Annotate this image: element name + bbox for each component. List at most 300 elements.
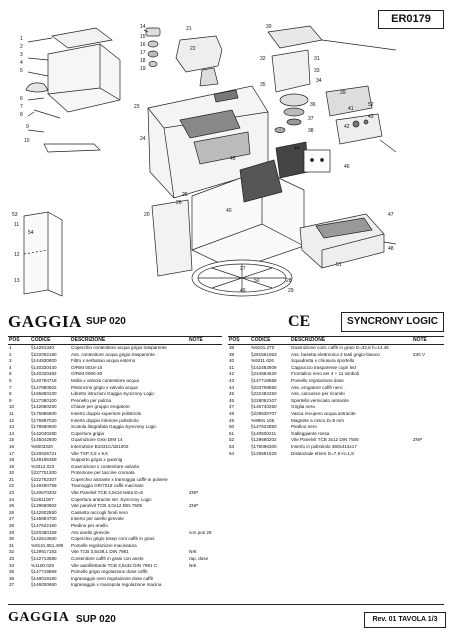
callout-number: 24 — [140, 136, 146, 142]
cell-code: §222762307 — [31, 476, 57, 482]
cell-pos: 26 — [9, 509, 15, 515]
cell-desc: Coperchio grigio tosep cont caffè in grani — [71, 536, 155, 542]
callout-number: 6 — [20, 96, 23, 102]
cell-note: NIK — [189, 549, 197, 555]
cell-pos: 6 — [9, 377, 12, 383]
parts-row — [8, 451, 222, 458]
cell-code: §142040280 — [31, 430, 57, 436]
cell-code: §147880502 — [31, 384, 57, 390]
parts-row — [8, 576, 222, 583]
cell-note — [188, 543, 222, 550]
cell-desc: Pennello per pulizia — [71, 397, 112, 403]
cell-pos: 18 — [9, 457, 15, 463]
cell-desc: Pomello grigio regolazione dose caffè — [71, 569, 148, 575]
cell-code: §120784718 — [31, 377, 57, 383]
cell-desc: Interruttore B1031C/1B1003 — [71, 443, 129, 449]
cell-pos: 10 — [9, 404, 15, 410]
cell-code: §145740250 — [251, 404, 277, 410]
cell-note — [188, 569, 222, 576]
revision-sheet-box: Rev. 01 TAVOLA 1/3 — [364, 612, 446, 628]
parts-row — [8, 510, 222, 517]
cell-pos: 34 — [9, 562, 15, 568]
callout-number: 27 — [240, 266, 246, 272]
cell-pos: 1 — [9, 345, 12, 350]
cell-code: §125591620 — [251, 450, 277, 456]
cell-code: §142613660 — [31, 536, 57, 542]
parts-row — [8, 516, 222, 523]
parts-row — [228, 365, 444, 372]
cell-pos: 21 — [9, 476, 15, 482]
cell-pos: 11 — [9, 410, 14, 416]
callout-number: 22 — [190, 46, 196, 52]
callout-number: 2 — [20, 44, 23, 50]
cell-note — [188, 398, 222, 405]
callout-number: 4 — [20, 60, 23, 66]
cell-desc: Molla x valvola contenitore acqua — [71, 377, 139, 383]
cell-code: %9991.105 — [251, 417, 275, 423]
cell-note: ZNP — [413, 437, 423, 443]
cell-code: §175887020 — [31, 417, 57, 423]
cell-code: §22811007 — [31, 496, 54, 502]
parts-row — [228, 378, 444, 385]
cell-desc: Chiave per gruppo erogatore — [71, 404, 130, 410]
parts-row — [8, 398, 222, 405]
parts-row — [8, 457, 222, 464]
cell-desc: Pistoncino grigio x valvola acqua — [71, 384, 138, 390]
callout-number: 12 — [14, 252, 20, 258]
cell-desc: Coperchio antrante x tramoggia caffè in polvere — [71, 476, 168, 482]
cell-note: 230 V — [413, 351, 426, 357]
cell-code: %9141.051.499 — [31, 542, 64, 548]
parts-row — [228, 352, 444, 359]
callout-number: 9 — [26, 124, 29, 130]
parts-row — [8, 483, 222, 490]
cell-note — [412, 451, 444, 458]
cell-desc: Pomello regolazione macinatura — [71, 542, 137, 548]
parts-row — [8, 431, 222, 438]
parts-row — [228, 437, 444, 444]
cell-desc: Vite TCB 3,5x38,1 DIN 7981 — [71, 549, 129, 555]
cell-desc: Supporto grigio x guarnig — [71, 457, 123, 463]
cell-code: §228062107 — [251, 397, 277, 403]
cell-desc: Contenitore caffè in grani con anelo — [71, 556, 144, 561]
cell-code: §144930800 — [31, 358, 57, 364]
title-bar — [8, 311, 444, 333]
cell-desc: Coperchio contenitore acqua grigio trasparente — [71, 345, 167, 350]
cell-note — [188, 352, 222, 359]
cell-note: ZNP — [189, 490, 199, 496]
cell-pos: 46 — [229, 397, 235, 403]
cell-note — [188, 464, 222, 471]
cell-note — [412, 378, 444, 385]
cell-code: %6003320 — [31, 443, 53, 449]
cell-code: §147718558 — [251, 377, 277, 383]
cell-code: §142713680 — [31, 556, 57, 561]
callout-number: 49 — [240, 288, 246, 294]
cell-pos: 40 — [229, 358, 235, 364]
parts-row — [228, 451, 444, 458]
parts-row — [8, 470, 222, 477]
cell-pos: 8 — [9, 391, 12, 397]
cell-note — [188, 451, 222, 458]
cell-code: §149185359 — [31, 457, 57, 463]
cell-note — [188, 510, 222, 517]
cell-pos: 29 — [9, 529, 15, 535]
parts-row — [8, 418, 222, 425]
callout-number: 5 — [20, 68, 23, 74]
cell-code: §142860250 — [31, 404, 57, 410]
parts-row — [8, 530, 222, 537]
parts-row — [8, 365, 222, 372]
header-descrizione: DESCRIZIONE — [70, 337, 188, 345]
cell-code: §223708550 — [251, 384, 277, 390]
parts-row — [8, 437, 222, 444]
cell-pos: 42 — [229, 371, 235, 377]
cell-desc: Scatola litografata Gaggia Syncrony Logic — [71, 424, 157, 430]
parts-row — [8, 549, 222, 556]
parts-row — [8, 497, 222, 504]
cell-note — [188, 391, 222, 398]
cell-note: rap. dose — [189, 556, 209, 561]
parts-row — [8, 563, 222, 570]
parts-row — [228, 418, 444, 425]
callout-number: 37 — [308, 116, 314, 122]
callout-number: 35 — [260, 82, 266, 88]
cell-desc: Squadretta x chiusura sportello — [291, 358, 355, 364]
cell-desc: Vasca recupero acqua antracite — [291, 410, 356, 416]
callout-number: 47 — [388, 212, 394, 218]
callout-number: 54 — [28, 230, 34, 236]
cell-desc: Vite autofilettante TCB 3,5x32 DIN 7981 C — [71, 562, 158, 568]
cell-desc: Guarnizione x contenitore valvola — [71, 463, 139, 469]
callout-number: 48 — [388, 246, 394, 252]
cell-pos: 3 — [9, 358, 12, 364]
parts-row — [228, 385, 444, 392]
cell-desc: Sportello verniciato antracite — [291, 397, 349, 403]
cell-note — [188, 411, 222, 418]
parts-row — [8, 523, 222, 530]
parts-row — [8, 358, 222, 365]
model-code: SUP 020 — [86, 316, 126, 327]
cell-note: con pos 28 — [189, 529, 212, 535]
cell-pos: 32 — [9, 549, 15, 555]
exploded-view-drawing — [4, 20, 450, 310]
parts-row — [228, 424, 444, 431]
cell-pos: 49 — [229, 417, 235, 423]
cell-note — [188, 437, 222, 444]
cell-desc: O/RiM 0019-10 — [71, 364, 103, 370]
cell-code: §149019180 — [31, 575, 57, 581]
cell-pos: 28 — [9, 523, 15, 529]
parts-row — [8, 503, 222, 510]
parts-row — [8, 391, 222, 398]
cell-pos: 37 — [9, 582, 15, 588]
cell-pos: 12 — [9, 417, 15, 423]
cell-desc: Vite TSP 3,5 x 9,5 — [71, 450, 108, 456]
cell-pos: 24 — [9, 496, 15, 502]
cell-desc: Copertura grigia — [71, 430, 104, 436]
cell-desc: Inserto doppio inferiore polistirolo — [71, 417, 139, 423]
header-pos: POS — [8, 337, 30, 345]
cell-code: §175886600 — [31, 410, 57, 416]
cell-pos: 15 — [9, 437, 15, 443]
cell-code: §129660202 — [251, 437, 277, 443]
cell-desc: Ass. basetta elettronica 3 tasti grigio-bianco — [291, 351, 380, 357]
cell-code: §142802550 — [31, 509, 57, 515]
cell-pos: 27 — [9, 516, 15, 522]
cell-code: §222482250 — [251, 391, 277, 397]
cell-note — [412, 398, 444, 405]
cell-desc: Pomello regolazione dose — [291, 377, 344, 383]
cell-pos: 52 — [229, 437, 235, 443]
cell-note — [412, 418, 444, 425]
parts-row — [8, 385, 222, 392]
ce-mark: CE — [288, 313, 311, 330]
cell-pos: 19 — [9, 463, 15, 469]
cell-code: §147622150 — [31, 523, 57, 529]
callout-number: 36 — [310, 102, 316, 108]
cell-desc: Inserto per anello girevole — [71, 516, 124, 522]
callout-number: 32 — [260, 56, 266, 62]
cell-desc: Inserto in polistirolo 380x413x17 — [291, 443, 357, 449]
header-note: NOTE — [412, 337, 444, 345]
cell-desc: Tramoggia GR/7018 caffè macinato — [71, 483, 144, 489]
cell-pos: 36 — [9, 575, 15, 581]
cell-desc: O/RiM 0080-30 — [71, 371, 103, 377]
parts-table-right — [228, 336, 444, 457]
cell-pos: 47 — [229, 404, 235, 410]
cell-pos: 4 — [9, 364, 12, 370]
parts-row — [8, 411, 222, 418]
cell-note — [412, 411, 444, 418]
header-note: NOTE — [188, 337, 222, 345]
header-codice: CODICE — [30, 337, 70, 345]
cell-note — [188, 404, 222, 411]
callout-number: 39 — [340, 90, 346, 96]
footer — [8, 604, 444, 628]
callout-number: 15 — [140, 34, 146, 40]
cell-desc: Cappuccio trasparente copri led — [291, 364, 356, 370]
cell-code: §165850100 — [31, 391, 57, 397]
cell-note — [412, 444, 444, 451]
cell-pos: 48 — [229, 410, 235, 416]
cell-desc: Vite Panelvit TCB 3,5x16 testa D=8 — [71, 490, 143, 496]
cell-code: §140320482 — [31, 371, 57, 377]
cell-pos: 43 — [229, 377, 235, 383]
callout-number: 10 — [24, 138, 30, 144]
cell-pos: 9 — [9, 397, 12, 403]
cell-code: §149260759 — [31, 483, 57, 489]
cell-code: %3312.022 — [31, 463, 55, 469]
cell-desc: Guarnizione cont. caffè in grani D=32,8 h=14,45 — [291, 345, 389, 350]
cell-note — [188, 418, 222, 425]
callout-number: 52 — [368, 102, 374, 108]
callout-number: 26 — [176, 200, 182, 206]
cell-desc: Griglia nera — [291, 404, 315, 410]
callout-number: 23 — [134, 104, 140, 110]
parts-row — [228, 444, 444, 451]
parts-row — [228, 345, 444, 352]
callout-number: 30 — [266, 24, 272, 30]
cell-pos: 22 — [9, 483, 15, 489]
cell-note — [412, 391, 444, 398]
cell-code: §175096300 — [251, 443, 277, 449]
cell-desc: Distanziale ettore D=7,5 H=1,8 — [291, 450, 354, 456]
parts-row — [8, 424, 222, 431]
callout-number: 43 — [368, 114, 374, 120]
cell-code: §145042600 — [31, 437, 57, 443]
header-pos: POS — [228, 337, 250, 345]
cell-note: NIK — [189, 562, 197, 568]
cell-note — [412, 385, 444, 392]
cell-code: §145884700 — [31, 516, 57, 522]
cell-code: §147719859 — [31, 569, 57, 575]
cell-note — [188, 470, 222, 477]
parts-row — [8, 371, 222, 378]
cell-pos: 30 — [9, 536, 15, 542]
cell-pos: 33 — [9, 556, 15, 561]
cell-note — [188, 371, 222, 378]
cell-note — [188, 536, 222, 543]
callout-number: 20 — [144, 212, 150, 218]
cell-pos: 17 — [9, 450, 15, 456]
callout-number: 42 — [344, 124, 350, 130]
cell-note — [188, 378, 222, 385]
parts-row — [8, 536, 222, 543]
cell-desc: Ass. contenitore acqua grigio trasparente — [71, 351, 155, 357]
callout-number: 45 — [230, 156, 236, 162]
cell-code: §224884620 — [251, 371, 277, 377]
parts-row — [228, 371, 444, 378]
callout-number: 33 — [314, 68, 320, 74]
cell-pos: 16 — [9, 443, 15, 449]
parts-row — [8, 464, 222, 471]
callout-number: 16 — [140, 42, 146, 48]
callout-number: 3 — [20, 52, 23, 58]
cell-note — [188, 365, 222, 372]
cell-desc: Cassetto raccogli fondi nero — [71, 509, 128, 515]
cell-desc: Copertura antracite ser. Syncrony Logic — [71, 496, 152, 502]
cell-note — [188, 424, 222, 431]
cell-pos: 50 — [229, 424, 235, 430]
cell-pos: 35 — [9, 569, 15, 575]
cell-code: §120670202 — [31, 490, 57, 496]
cell-desc: Ass. cancasce per ricambi — [291, 391, 345, 397]
document-code: ER0179 — [378, 10, 444, 29]
callout-number: 28 — [286, 278, 292, 284]
cell-note — [188, 477, 222, 484]
callout-number: 13 — [14, 278, 20, 284]
parts-row — [8, 490, 222, 497]
cell-desc: Piedino per anello — [71, 523, 108, 529]
parts-row — [8, 444, 222, 451]
parts-row — [228, 391, 444, 398]
cell-desc: Filtro x serbatoio acqua esterno — [71, 358, 136, 364]
callout-number: 44 — [294, 146, 300, 152]
parts-row — [228, 404, 444, 411]
cell-code: §129917163 — [31, 549, 57, 555]
callout-number: 7 — [20, 104, 23, 110]
cell-pos: 53 — [229, 443, 235, 449]
parts-row — [8, 404, 222, 411]
callout-number: 21 — [186, 26, 192, 32]
cell-pos: 45 — [229, 391, 235, 397]
cell-desc: Frontalino nero ser 4 + 11 simboli — [291, 371, 359, 377]
parts-row — [8, 569, 222, 576]
cell-note — [412, 431, 444, 438]
cell-note — [412, 358, 444, 365]
cell-desc: Guarnizione Gexi DIM 14 — [71, 437, 123, 443]
parts-row — [8, 345, 222, 352]
cell-code: §129660902 — [31, 503, 57, 509]
cell-code: §14281340 — [31, 345, 54, 350]
parts-row — [8, 378, 222, 385]
cell-pos: 38 — [229, 345, 235, 350]
cell-note — [412, 345, 444, 352]
callout-number: 51 — [336, 262, 342, 268]
callout-number: 19 — [140, 66, 146, 72]
cell-pos: 5 — [9, 371, 12, 377]
cell-desc: Magnete a rosco D=9 mm — [291, 417, 344, 423]
callout-number: 17 — [140, 50, 146, 56]
cell-note — [412, 371, 444, 378]
callout-number: 41 — [348, 106, 354, 112]
cell-pos: 44 — [229, 384, 235, 390]
cell-code: §140320440 — [31, 364, 57, 370]
cell-desc: Ass. erogatore caffè nero — [291, 384, 343, 390]
callout-number: 8 — [20, 112, 23, 118]
cell-desc: Galleggiante rossa — [291, 430, 330, 436]
cell-code: §140500211 — [251, 430, 277, 436]
callout-number: 34 — [316, 78, 322, 84]
parts-row — [8, 352, 222, 359]
cell-desc: Libretto istruzioni Gaggia Syncrony Logic — [71, 391, 155, 397]
cell-note — [188, 582, 222, 589]
callout-number: 31 — [314, 56, 320, 62]
cell-code: §178580600 — [31, 424, 57, 430]
parts-row — [228, 398, 444, 405]
footer-model-code: SUP 020 — [76, 614, 116, 625]
callout-number: 50 — [254, 278, 260, 284]
cell-note — [188, 345, 222, 352]
cell-code: §142482609 — [251, 364, 277, 370]
cell-note — [188, 431, 222, 438]
cell-code: §222092180 — [31, 351, 57, 357]
cell-note — [412, 404, 444, 411]
cell-desc: Piedino nero — [291, 424, 317, 430]
cell-code: %9101.270 — [251, 345, 275, 350]
parts-row — [8, 556, 222, 563]
cell-pos: 14 — [9, 430, 15, 436]
cell-note — [412, 365, 444, 372]
callout-number: 38 — [308, 128, 314, 134]
parts-table-left — [8, 336, 222, 589]
cell-note: ZNP — [189, 503, 199, 509]
cell-desc: Protezione per taccine cromata — [71, 470, 135, 476]
cell-note — [188, 385, 222, 392]
callout-number: 14 — [140, 24, 146, 30]
cell-code: §281561063 — [251, 351, 277, 357]
callout-number: 40 — [226, 208, 232, 214]
cell-desc: Inserto doppio superiore polistirolo — [71, 410, 142, 416]
cell-pos: 41 — [229, 364, 235, 370]
cell-note — [188, 444, 222, 451]
cell-desc: Vite panelvit TCB 3,0x12 DIN 7505 — [71, 503, 143, 509]
cell-pos: 2 — [9, 351, 12, 357]
parts-row — [228, 358, 444, 365]
cell-note — [188, 516, 222, 523]
cell-note — [188, 358, 222, 365]
